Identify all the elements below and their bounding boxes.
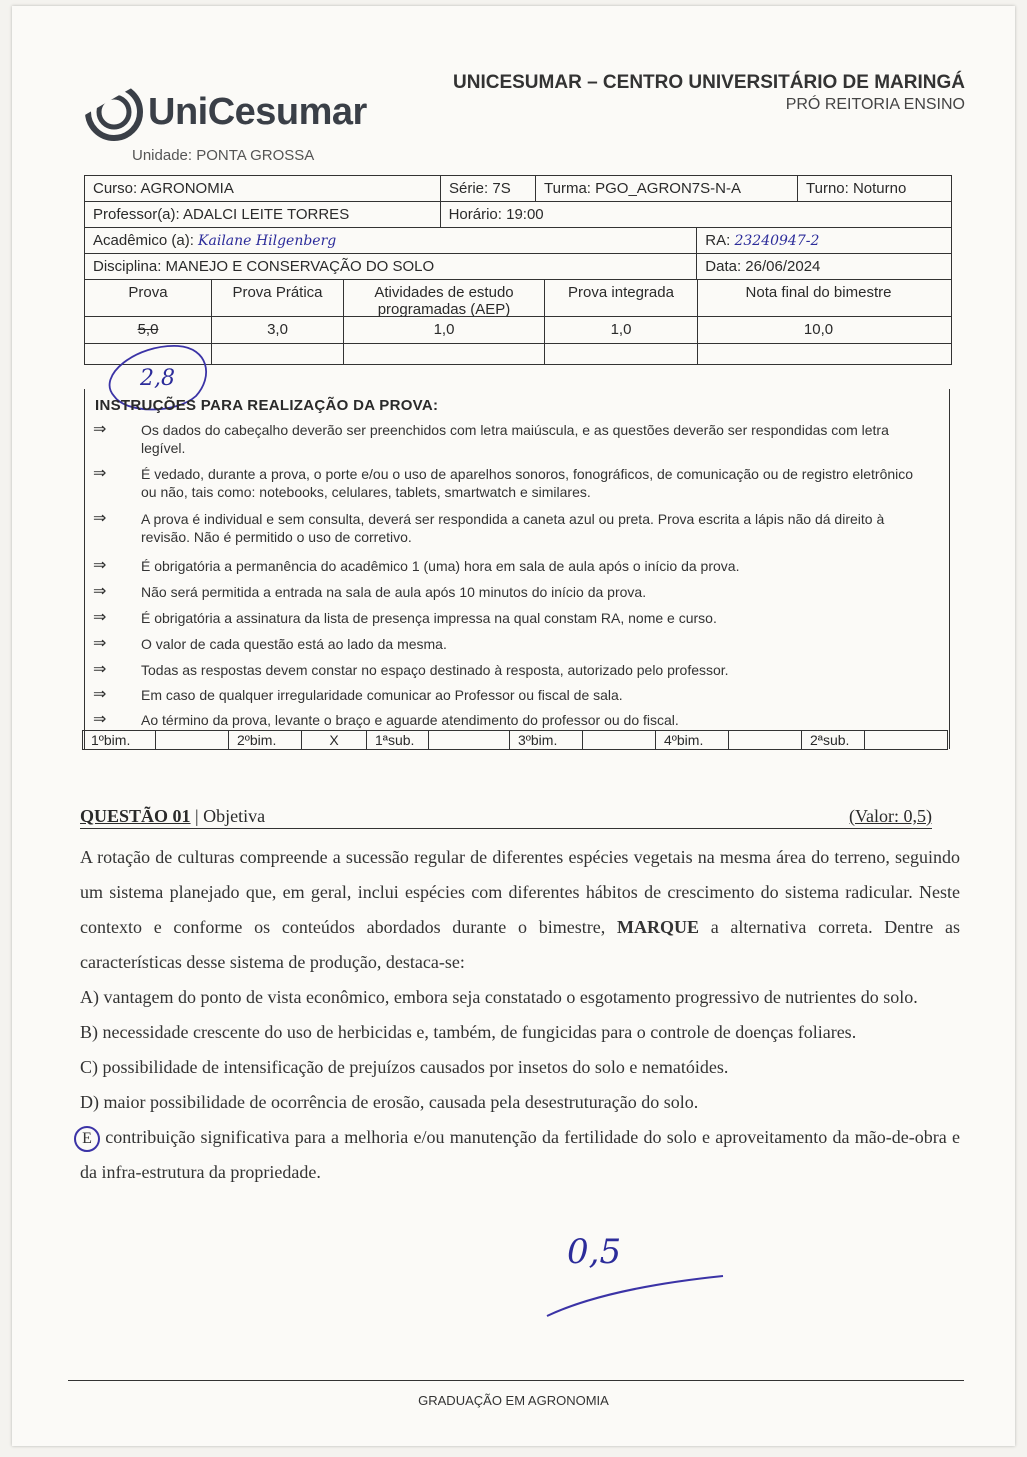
bim-3: 3ºbim. [510, 731, 583, 749]
unicesumar-logo [84, 82, 367, 142]
question-score-value: 0,5 [567, 1232, 622, 1272]
bimester-row [82, 730, 948, 750]
turno-cell: Turno: Noturno [806, 180, 907, 197]
grade-header-final: Nota final do bimestre [745, 284, 892, 301]
arrow-icon: ⇒ [93, 609, 107, 626]
bim-4-box [729, 731, 802, 749]
arrow-icon: ⇒ [93, 421, 107, 438]
question-body [80, 840, 960, 1190]
arrow-icon: ⇒ [93, 686, 107, 703]
instruction-item: ⇒ Não será permitida a entrada na sala de aula após 10 minutos do início da prova. [93, 583, 647, 600]
curso-cell: Curso: AGRONOMIA [85, 176, 441, 201]
arrow-icon: ⇒ [93, 583, 107, 600]
instructions-title: INSTRUÇÕES PARA REALIZAÇÃO DA PROVA: [95, 397, 439, 414]
academico-signature: Kailane Hilgenberg [198, 233, 337, 249]
instruction-item: ⇒ Ao término da prova, levante o braço e aguarde atendimento do professor ou do fiscal. [93, 711, 679, 728]
logo-text: UniCesumar [148, 90, 367, 133]
grade-value-aep: 1,0 [344, 317, 545, 343]
grade-header-pratica: Prova Prática [212, 280, 344, 316]
disciplina-cell: Disciplina: MANEJO E CONSERVAÇÃO DO SOLO [85, 254, 697, 279]
handwritten-question-score [545, 1232, 745, 1327]
option-a[interactable]: A) vantagem do ponto de vista econômico, embora seja constatado o esgotamento progressivo de nutrientes do solo. [80, 987, 918, 1007]
academico-label: Acadêmico (a): [93, 232, 194, 249]
bim-1-box [156, 731, 229, 749]
selected-option-circle: E [74, 1126, 100, 1152]
instruction-item: ⇒ Em caso de qualquer irregularidade comunicar ao Professor ou fiscal de sala. [93, 686, 623, 703]
arrow-icon: ⇒ [93, 557, 107, 574]
ra-cell [697, 228, 951, 253]
instruction-item: ⇒ A prova é individual e sem consulta, deverá ser respondida a caneta azul ou preta. Prova escrita a lápis não dá direito à revisão. Não é permitido o uso de corretivo. [93, 510, 885, 545]
instruction-item: ⇒ É vedado, durante a prova, o porte e/ou o uso de aparelhos sonoros, fonográficos, de comunicação ou de registro eletrônico ou não, tais como: notebooks, celulares, tablets, smartwatch e similares. [93, 465, 914, 500]
grade-empty-3 [344, 344, 545, 364]
instructions-box [84, 389, 950, 749]
bim-1: 1ºbim. [83, 731, 156, 749]
grade-header-prova: Prova [85, 280, 212, 316]
handwritten-grade-value: 2,8 [140, 366, 175, 391]
question-stem: A rotação de culturas compreende a sucessão regular de diferentes espécies vegetais na mesma área do terreno, seguindo um sistema planejado que, em geral, inclui espécies com diferentes hábitos de crescimento do sistema radicular. Neste contexto e conforme os conteúdos abordados durante o bimestre, MARQUE a alternativa correta. Dentre as características desse sistema de produção, destaca-se: [80, 847, 961, 972]
department-subtitle: PRÓ REITORIA ENSINO [785, 96, 965, 113]
horario-cell: Horário: 19:00 [448, 206, 544, 223]
grade-value-final: 10,0 [803, 321, 834, 338]
option-c[interactable]: C) possibilidade de intensificação de prejuízos causados por insetos do solo e nematóides. [80, 1057, 729, 1077]
arrow-icon: ⇒ [93, 510, 107, 527]
ra-label: RA: [705, 232, 731, 249]
option-d[interactable]: D) maior possibilidade de ocorrência de erosão, causada pela desestruturação do solo. [80, 1092, 699, 1112]
grade-empty-4 [545, 344, 698, 364]
arrow-icon: ⇒ [93, 465, 107, 482]
sub-1-box [429, 731, 510, 749]
grade-empty-2 [212, 344, 344, 364]
footer-divider [68, 1380, 964, 1381]
bim-4: 4ºbim. [656, 731, 729, 749]
instruction-item: ⇒ Todas as respostas devem constar no espaço destinado à resposta, autorizado pelo professor. [93, 661, 729, 678]
ra-value: 23240947-2 [734, 233, 820, 249]
data-cell: Data: 26/06/2024 [705, 258, 821, 275]
grade-header-integrada: Prova integrada [545, 280, 698, 316]
serie-cell: Série: 7S [441, 176, 536, 201]
arrow-icon: ⇒ [93, 711, 107, 728]
grade-value-pratica: 3,0 [212, 317, 344, 343]
institution-title: UNICESUMAR – CENTRO UNIVERSITÁRIO DE MARINGÁ [453, 72, 965, 93]
option-e[interactable]: E contribuição significativa para a melhoria e/ou manutenção da fertilidade do solo e aproveitamento da mão-de-obra e da infra-estrutura da propriedade. [80, 1120, 960, 1190]
unit-label: Unidade: PONTA GROSSA [132, 147, 315, 164]
professor-cell: Professor(a): ADALCI LEITE TORRES [85, 202, 441, 227]
grade-value-prova: 5,0 [85, 317, 212, 343]
bim-3-box [583, 731, 656, 749]
grade-value-integrada: 1,0 [545, 317, 698, 343]
bim-2: 2ºbim. [229, 731, 302, 749]
sub-2: 2ªsub. [802, 731, 865, 749]
sub-2-box [865, 731, 923, 749]
instruction-item: ⇒ É obrigatória a permanência do acadêmico 1 (uma) hora em sala de aula após o início da prova. [93, 557, 740, 574]
grade-header-aep: Atividades de estudo programadas (AEP) [344, 280, 545, 316]
arrow-icon: ⇒ [93, 635, 107, 652]
turma-cell: Turma: PGO_AGRON7S-N-A [536, 176, 798, 201]
instruction-item: ⇒ Os dados do cabeçalho deverão ser preenchidos com letra maiúscula, e as questões deverão ser respondidas com letra legível. [93, 421, 889, 456]
question-title: QUESTÃO 01 | Objetiva [80, 806, 266, 826]
option-b[interactable]: B) necessidade crescente do uso de herbicidas e, também, de fungicidas para o controle de doenças foliares. [80, 1022, 857, 1042]
arrow-icon: ⇒ [93, 661, 107, 678]
logo-icon [84, 82, 144, 142]
question-value: (Valor: 0,5) [849, 806, 932, 826]
question-header [80, 806, 932, 829]
instruction-item: ⇒ É obrigatória a assinatura da lista de presença impressa na qual constam RA, nome e curso. [93, 609, 717, 626]
sub-1: 1ªsub. [367, 731, 429, 749]
academico-cell [85, 228, 697, 253]
bim-2-mark: X [302, 731, 367, 749]
instruction-item: ⇒ O valor de cada questão está ao lado da mesma. [93, 635, 447, 652]
footer-text: GRADUAÇÃO EM AGRONOMIA [418, 1393, 609, 1408]
grade-empty-5 [698, 344, 939, 364]
